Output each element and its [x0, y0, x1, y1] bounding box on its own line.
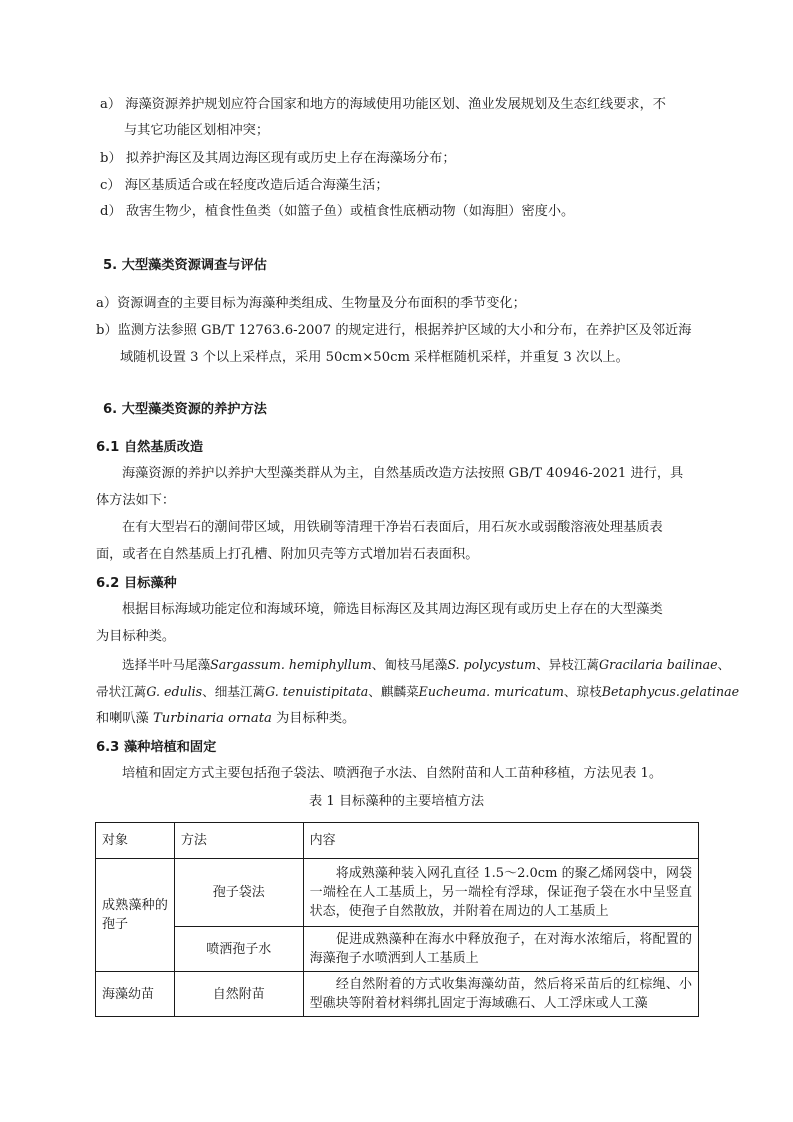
text: 为目标种类。: [276, 711, 356, 726]
list-item-c: [100, 175, 389, 197]
header-cell: 对象: [96, 823, 175, 859]
list-text: 资源调查的主要目标为海藻种类组成、生物量及分布面积的季节变化；: [117, 296, 526, 311]
section-6-1-heading: 6.1 自然基质改造: [96, 440, 204, 455]
section-5-item-a: [96, 293, 526, 315]
list-text: 海藻资源养护规划应符合国家和地方的海域使用功能区划、渔业发展规划及生态红线要求，不: [125, 97, 666, 112]
s63-para1: 培植和固定方式主要包括孢子袋法、喷洒孢子水法、自然附苗和人工苗种移植，方法见表 1。: [122, 766, 663, 781]
s62-para1-line1: 根据目标海域功能定位和海域环境，筛选目标海区及其周边海区现有或历史上存在的大型藻类: [122, 602, 663, 617]
text: 、细基江蓠: [202, 684, 266, 699]
method-cell: 自然附苗: [174, 972, 303, 1017]
s62-para2-line1: [122, 654, 730, 676]
table-header-row: [96, 823, 699, 859]
species-name: G. tenuistipitata: [265, 684, 369, 699]
list-item-a: [100, 94, 666, 116]
s61-para2-line1: 在有大型岩石的潮间带区域，用铁刷等清理干净岩石表面后，用石灰水或弱酸溶液处理基质表: [122, 520, 663, 535]
content-cell: [303, 859, 698, 927]
list-marker: d）: [100, 204, 122, 219]
section-6-3-heading: 6.3 藻种培植和固定: [96, 740, 217, 755]
content-cell: [303, 972, 698, 1017]
header-cell: 方法: [174, 823, 303, 859]
table-row: [96, 927, 699, 972]
list-marker: c）: [100, 178, 121, 193]
section-6-2-heading: 6.2 目标藻种: [96, 576, 177, 591]
table-row: [96, 859, 699, 927]
text: 、匍枝马尾藻: [371, 657, 448, 672]
section-5-item-b: [96, 320, 691, 342]
text: 选择半叶马尾藻: [122, 657, 211, 672]
header-cell: 内容: [303, 823, 698, 859]
text: 、: [717, 657, 731, 672]
text: 、异枝江蓠: [536, 657, 600, 672]
group-cell: 海藻幼苗: [96, 972, 175, 1017]
table-caption: 表 1 目标藻种的主要培植方法: [308, 794, 485, 809]
s61-para2-line2: 面，或者在自然基质上打孔槽、附加贝壳等方式增加岩石表面积。: [96, 547, 479, 562]
method-cell: 喷洒孢子水: [174, 927, 303, 972]
group-cell: 成熟藻种的孢子: [96, 859, 175, 972]
species-name: G. edulis: [146, 684, 203, 699]
method-cell: 孢子袋法: [174, 859, 303, 927]
species-name: Sargassum. hemiphyllum: [210, 657, 372, 672]
text: 帚状江蓠: [96, 684, 147, 699]
list-marker: a）: [96, 296, 118, 311]
s62-para2-line2: [96, 681, 739, 703]
content-text: 将成熟藻种装入网孔直径 1.5～2.0cm 的聚乙烯网袋中，网袋一端栓在人工基质上，另一端栓有浮球，保证孢子袋在水中呈竖直状态，使孢子自然散放，并附着在周边的人工基质上: [309, 866, 692, 919]
content-text: 经自然附着的方式收集海藻幼苗，然后将采苗后的红棕绳、小型礁块等附着材料绑扎固定于海域礁石、人工浮床或人工藻: [309, 977, 692, 1011]
text: 、麒麟菜: [368, 684, 419, 699]
list-text: 拟养护海区及其周边海区现有或历史上存在海藻场分布；: [125, 151, 456, 166]
text: 和喇叭藻: [96, 711, 149, 726]
s62-para1-line2: 为目标种类。: [96, 629, 176, 644]
list-text: 敌害生物少，植食性鱼类（如篮子鱼）或植食性底栖动物（如海胆）密度小。: [125, 204, 575, 219]
species-name: Eucheuma. muricatum: [418, 684, 564, 699]
list-item-b: [100, 148, 456, 170]
species-name: Betaphycus.gelatinae: [601, 684, 740, 699]
list-marker: a）: [100, 97, 122, 112]
content-cell: [303, 927, 698, 972]
s61-para1-line2: 体方法如下：: [96, 493, 176, 508]
list-marker: b）: [96, 323, 118, 338]
list-item-a-continuation: 与其它功能区划相冲突；: [124, 123, 270, 138]
table-row: [96, 972, 699, 1017]
section-5-heading: 5. 大型藻类资源调查与评估: [103, 258, 267, 273]
list-marker: b）: [100, 151, 122, 166]
section-6-heading: 6. 大型藻类资源的养护方法: [103, 402, 267, 417]
text: 、琼枝: [563, 684, 602, 699]
species-name: Gracilaria bailinae: [599, 657, 718, 672]
s61-para1-line1: 海藻资源的养护以养护大型藻类群从为主，自然基质改造方法按照 GB/T 40946-2021 进行，具: [122, 466, 684, 481]
species-name: Turbinaria ornata: [152, 711, 272, 726]
list-item-d: [100, 201, 574, 223]
section-5-item-b-continuation: 域随机设置 3 个以上采样点，采用 50cm×50cm 采样框随机采样，并重复 3 次以上。: [120, 350, 629, 365]
cultivation-methods-table: [95, 822, 699, 1017]
content-text: 促进成熟藻种在海水中释放孢子，在对海水浓缩后，将配置的海藻孢子水喷洒到人工基质上: [309, 932, 692, 966]
species-name: S. polycystum: [447, 657, 537, 672]
list-text: 监测方法参照 GB/T 12763.6-2007 的规定进行，根据养护区域的大小和分布，在养护区及邻近海: [117, 323, 692, 338]
list-text: 海区基质适合或在轻度改造后适合海藻生活；: [124, 178, 389, 193]
s62-para2-line3: [96, 708, 355, 730]
